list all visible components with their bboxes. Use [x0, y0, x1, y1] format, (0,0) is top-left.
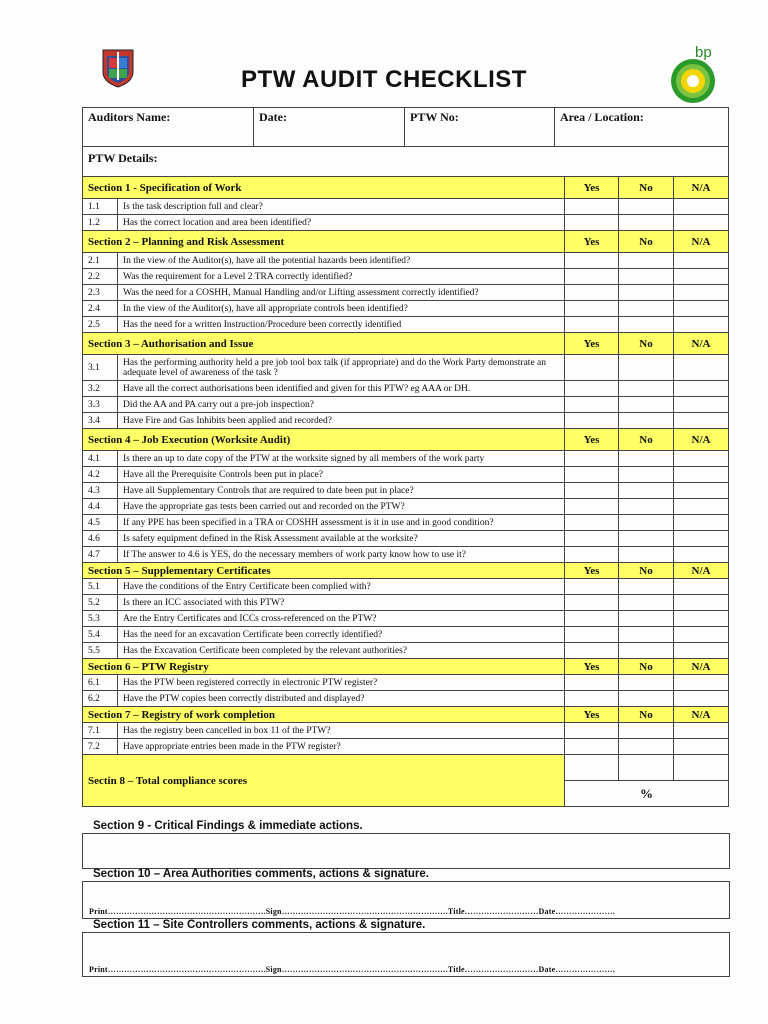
na-checkbox-cell[interactable]	[674, 355, 729, 381]
checklist-item-row	[83, 253, 729, 269]
item-question: Is safety equipment defined in the Risk Assessment available at the worksite?	[118, 531, 565, 547]
date-field[interactable]	[254, 108, 405, 147]
date-label: Date:	[259, 110, 287, 124]
no-column-header: No	[619, 659, 674, 675]
yes-checkbox-cell[interactable]	[565, 215, 619, 231]
section-header-row	[83, 659, 729, 675]
yes-column-header: Yes	[565, 707, 619, 723]
item-question: If The answer to 4.6 is YES, do the necessary members of work party know how to use it?	[118, 547, 565, 563]
item-question: Is there an up to date copy of the PTW at the worksite signed by all members of the work party	[118, 451, 565, 467]
auditors-name-field[interactable]	[83, 108, 254, 147]
yes-column-header: Yes	[565, 429, 619, 451]
checklist-item-row	[83, 285, 729, 301]
yes-checkbox-cell[interactable]	[565, 627, 619, 643]
na-checkbox-cell[interactable]	[674, 547, 729, 563]
area-location-field[interactable]	[555, 108, 729, 147]
item-question: Have the conditions of the Entry Certificate been complied with?	[118, 579, 565, 595]
compliance-percent-cell[interactable]: %	[565, 781, 729, 807]
yes-checkbox-cell[interactable]	[565, 547, 619, 563]
no-checkbox-cell[interactable]	[619, 253, 674, 269]
checklist-item-row	[83, 611, 729, 627]
yes-checkbox-cell[interactable]	[565, 579, 619, 595]
item-question: In the view of the Auditor(s), have all appropriate controls been identified?	[118, 301, 565, 317]
no-checkbox-cell[interactable]	[619, 355, 674, 381]
no-column-header: No	[619, 429, 674, 451]
yes-checkbox-cell[interactable]	[565, 381, 619, 397]
section-title: Section 4 – Job Execution (Worksite Audit)	[83, 429, 565, 451]
ptw-no-label: PTW No:	[410, 110, 459, 124]
no-checkbox-cell[interactable]	[619, 515, 674, 531]
section-title: Section 2 – Planning and Risk Assessment	[83, 231, 565, 253]
item-number: 1.1	[83, 199, 118, 215]
item-question: Have the PTW copies been correctly distributed and displayed?	[118, 691, 565, 707]
no-checkbox-cell[interactable]	[619, 595, 674, 611]
na-checkbox-cell[interactable]	[674, 643, 729, 659]
no-score-cell[interactable]	[619, 755, 674, 781]
item-question: Have appropriate entries been made in the PTW register?	[118, 739, 565, 755]
no-column-header: No	[619, 707, 674, 723]
section-header-row	[83, 707, 729, 723]
section-title: Section 5 – Supplementary Certificates	[83, 563, 565, 579]
item-number: 6.1	[83, 675, 118, 691]
no-checkbox-cell[interactable]	[619, 317, 674, 333]
yes-column-header: Yes	[565, 177, 619, 199]
item-question: Has the need for a written Instruction/Procedure been correctly identified	[118, 317, 565, 333]
yes-checkbox-cell[interactable]	[565, 301, 619, 317]
checklist-item-row	[83, 215, 729, 231]
na-checkbox-cell[interactable]	[674, 253, 729, 269]
item-number: 4.3	[83, 483, 118, 499]
yes-checkbox-cell[interactable]	[565, 355, 619, 381]
na-checkbox-cell[interactable]	[674, 483, 729, 499]
item-question: Have all the Prerequisite Controls been put in place?	[118, 467, 565, 483]
no-checkbox-cell[interactable]	[619, 285, 674, 301]
item-number: 4.7	[83, 547, 118, 563]
bp-brand-text: bp	[695, 44, 712, 61]
no-checkbox-cell[interactable]	[619, 413, 674, 429]
section-8-title: Sectin 8 – Total compliance scores	[83, 755, 565, 807]
auditors-name-label: Auditors Name:	[88, 110, 171, 124]
item-number: 4.1	[83, 451, 118, 467]
checklist-item-row	[83, 739, 729, 755]
item-question: Did the AA and PA carry out a pre-job inspection?	[118, 397, 565, 413]
no-checkbox-cell[interactable]	[619, 611, 674, 627]
no-checkbox-cell[interactable]	[619, 579, 674, 595]
item-question: Has the Excavation Certificate been completed by the relevant authorities?	[118, 643, 565, 659]
area-location-label: Area / Location:	[560, 110, 644, 124]
no-checkbox-cell[interactable]	[619, 499, 674, 515]
item-question: Has the performing authority held a pre job tool box talk (if appropriate) and do the Work Party demonstrate an adequate level of awareness of the task ?	[118, 355, 565, 381]
ptw-details-label: PTW Details:	[88, 151, 158, 165]
section-title: Section 6 – PTW Registry	[83, 659, 565, 675]
yes-checkbox-cell[interactable]	[565, 675, 619, 691]
checklist-item-row	[83, 301, 729, 317]
na-score-cell[interactable]	[674, 755, 729, 781]
item-question: Have Fire and Gas Inhibits been applied and recorded?	[118, 413, 565, 429]
na-checkbox-cell[interactable]	[674, 611, 729, 627]
section-header-row	[83, 231, 729, 253]
yes-checkbox-cell[interactable]	[565, 413, 619, 429]
yes-checkbox-cell[interactable]	[565, 499, 619, 515]
no-checkbox-cell[interactable]	[619, 691, 674, 707]
item-question: Have all the correct authorisations been identified and given for this PTW? eg AAA or DH.	[118, 381, 565, 397]
section-title: Section 7 – Registry of work completion	[83, 707, 565, 723]
na-column-header: N/A	[674, 563, 729, 579]
na-checkbox-cell[interactable]	[674, 269, 729, 285]
na-column-header: N/A	[674, 429, 729, 451]
item-number: 5.3	[83, 611, 118, 627]
no-checkbox-cell[interactable]	[619, 215, 674, 231]
item-question: In the view of the Auditor(s), have all the potential hazards been identified?	[118, 253, 565, 269]
no-checkbox-cell[interactable]	[619, 301, 674, 317]
na-checkbox-cell[interactable]	[674, 413, 729, 429]
section-11-signature-line: Print………………………………………………….Sign…………………………………………………….Title………………………Date………………….	[89, 965, 615, 974]
section-10-box[interactable]	[82, 881, 730, 919]
no-checkbox-cell[interactable]	[619, 397, 674, 413]
na-checkbox-cell[interactable]	[674, 215, 729, 231]
no-checkbox-cell[interactable]	[619, 483, 674, 499]
yes-checkbox-cell[interactable]	[565, 285, 619, 301]
yes-checkbox-cell[interactable]	[565, 317, 619, 333]
section-11-box[interactable]	[82, 932, 730, 977]
no-checkbox-cell[interactable]	[619, 199, 674, 215]
na-checkbox-cell[interactable]	[674, 723, 729, 739]
checklist-item-row	[83, 355, 729, 381]
no-column-header: No	[619, 177, 674, 199]
section-10-title: Section 10 – Area Authorities comments, actions & signature.	[93, 868, 429, 880]
yes-checkbox-cell[interactable]	[565, 611, 619, 627]
yes-checkbox-cell[interactable]	[565, 595, 619, 611]
na-checkbox-cell[interactable]	[674, 515, 729, 531]
section-title: Section 3 – Authorisation and Issue	[83, 333, 565, 355]
na-checkbox-cell[interactable]	[674, 397, 729, 413]
checklist-item-row	[83, 451, 729, 467]
yes-checkbox-cell[interactable]	[565, 739, 619, 755]
na-checkbox-cell[interactable]	[674, 627, 729, 643]
no-checkbox-cell[interactable]	[619, 627, 674, 643]
na-column-header: N/A	[674, 231, 729, 253]
yes-column-header: Yes	[565, 563, 619, 579]
section-10-signature-line: Print………………………………………………….Sign…………………………………………………….Title………………………Date………………….	[89, 907, 615, 916]
no-checkbox-cell[interactable]	[619, 381, 674, 397]
item-question: Has the need for an excavation Certificate been correctly identified?	[118, 627, 565, 643]
na-checkbox-cell[interactable]	[674, 451, 729, 467]
item-question: Are the Entry Certificates and ICCs cross-referenced on the PTW?	[118, 611, 565, 627]
item-number: 4.6	[83, 531, 118, 547]
yes-checkbox-cell[interactable]	[565, 691, 619, 707]
item-number: 2.2	[83, 269, 118, 285]
item-question: Have all Supplementary Controls that are required to date been put in place?	[118, 483, 565, 499]
item-number: 4.2	[83, 467, 118, 483]
section-9-box[interactable]	[82, 833, 730, 869]
yes-checkbox-cell[interactable]	[565, 269, 619, 285]
yes-checkbox-cell[interactable]	[565, 531, 619, 547]
na-column-header: N/A	[674, 177, 729, 199]
item-number: 2.3	[83, 285, 118, 301]
section-title: Section 1 - Specification of Work	[83, 177, 565, 199]
no-column-header: No	[619, 333, 674, 355]
yes-checkbox-cell[interactable]	[565, 397, 619, 413]
item-number: 5.2	[83, 595, 118, 611]
item-number: 4.5	[83, 515, 118, 531]
yes-column-header: Yes	[565, 231, 619, 253]
section-11-title: Section 11 – Site Controllers comments, actions & signature.	[93, 919, 426, 931]
checklist-item-row	[83, 317, 729, 333]
section-header-row	[83, 429, 729, 451]
checklist-item-row	[83, 579, 729, 595]
checklist-item-row	[83, 723, 729, 739]
no-checkbox-cell[interactable]	[619, 467, 674, 483]
na-checkbox-cell[interactable]	[674, 739, 729, 755]
item-question: Has the registry been cancelled in box 11 of the PTW?	[118, 723, 565, 739]
checklist-table	[82, 176, 729, 807]
yes-checkbox-cell[interactable]	[565, 483, 619, 499]
item-number: 5.4	[83, 627, 118, 643]
yes-checkbox-cell[interactable]	[565, 467, 619, 483]
yes-checkbox-cell[interactable]	[565, 515, 619, 531]
checklist-item-row	[83, 381, 729, 397]
item-number: 4.4	[83, 499, 118, 515]
checklist-item-row	[83, 467, 729, 483]
na-checkbox-cell[interactable]	[674, 199, 729, 215]
na-column-header: N/A	[674, 707, 729, 723]
item-number: 1.2	[83, 215, 118, 231]
ptw-details-field[interactable]	[83, 147, 729, 177]
checklist-item-row	[83, 515, 729, 531]
item-number: 2.1	[83, 253, 118, 269]
item-number: 7.1	[83, 723, 118, 739]
no-checkbox-cell[interactable]	[619, 739, 674, 755]
no-checkbox-cell[interactable]	[619, 531, 674, 547]
no-checkbox-cell[interactable]	[619, 547, 674, 563]
checklist-item-row	[83, 397, 729, 413]
item-number: 5.5	[83, 643, 118, 659]
item-number: 3.2	[83, 381, 118, 397]
item-question: Is there an ICC associated with this PTW?	[118, 595, 565, 611]
no-column-header: No	[619, 563, 674, 579]
item-question: Has the PTW been registered correctly in electronic PTW register?	[118, 675, 565, 691]
header-table	[82, 107, 729, 177]
checklist-item-row	[83, 199, 729, 215]
item-question: Have the appropriate gas tests been carried out and recorded on the PTW?	[118, 499, 565, 515]
na-column-header: N/A	[674, 333, 729, 355]
yes-checkbox-cell[interactable]	[565, 253, 619, 269]
item-question: Has the correct location and area been identified?	[118, 215, 565, 231]
item-number: 2.4	[83, 301, 118, 317]
item-number: 5.1	[83, 579, 118, 595]
checklist-item-row	[83, 531, 729, 547]
yes-checkbox-cell[interactable]	[565, 723, 619, 739]
yes-score-cell[interactable]	[565, 755, 619, 781]
item-number: 2.5	[83, 317, 118, 333]
yes-checkbox-cell[interactable]	[565, 643, 619, 659]
na-checkbox-cell[interactable]	[674, 675, 729, 691]
section-header-row	[83, 177, 729, 199]
yes-column-header: Yes	[565, 333, 619, 355]
no-checkbox-cell[interactable]	[619, 643, 674, 659]
ptw-no-field[interactable]	[405, 108, 555, 147]
item-question: Was the need for a COSHH, Manual Handling and/or Lifting assessment correctly identified?	[118, 285, 565, 301]
section-header-row	[83, 333, 729, 355]
item-number: 3.3	[83, 397, 118, 413]
na-checkbox-cell[interactable]	[674, 579, 729, 595]
checklist-item-row	[83, 595, 729, 611]
section-8-row	[83, 755, 729, 781]
item-number: 7.2	[83, 739, 118, 755]
na-checkbox-cell[interactable]	[674, 301, 729, 317]
na-checkbox-cell[interactable]	[674, 499, 729, 515]
item-question: If any PPE has been specified in a TRA or COSHH assessment is it in use and in good condition?	[118, 515, 565, 531]
no-column-header: No	[619, 231, 674, 253]
no-checkbox-cell[interactable]	[619, 675, 674, 691]
checklist-item-row	[83, 483, 729, 499]
na-checkbox-cell[interactable]	[674, 531, 729, 547]
section-9-title: Section 9 - Critical Findings & immediate actions.	[93, 820, 363, 832]
item-number: 3.4	[83, 413, 118, 429]
checklist-item-row	[83, 269, 729, 285]
checklist-item-row	[83, 691, 729, 707]
checklist-item-row	[83, 547, 729, 563]
checklist-item-row	[83, 675, 729, 691]
checklist-item-row	[83, 499, 729, 515]
item-question: Is the task description full and clear?	[118, 199, 565, 215]
no-checkbox-cell[interactable]	[619, 451, 674, 467]
item-number: 3.1	[83, 355, 118, 381]
na-column-header: N/A	[674, 659, 729, 675]
yes-checkbox-cell[interactable]	[565, 199, 619, 215]
item-number: 6.2	[83, 691, 118, 707]
no-checkbox-cell[interactable]	[619, 723, 674, 739]
na-checkbox-cell[interactable]	[674, 317, 729, 333]
page-title: PTW AUDIT CHECKLIST	[241, 66, 527, 93]
na-checkbox-cell[interactable]	[674, 467, 729, 483]
section-header-row	[83, 563, 729, 579]
na-checkbox-cell[interactable]	[674, 691, 729, 707]
yes-checkbox-cell[interactable]	[565, 451, 619, 467]
no-checkbox-cell[interactable]	[619, 269, 674, 285]
na-checkbox-cell[interactable]	[674, 285, 729, 301]
checklist-item-row	[83, 413, 729, 429]
item-question: Was the requirement for a Level 2 TRA correctly identified?	[118, 269, 565, 285]
na-checkbox-cell[interactable]	[674, 595, 729, 611]
checklist-item-row	[83, 643, 729, 659]
na-checkbox-cell[interactable]	[674, 381, 729, 397]
yes-column-header: Yes	[565, 659, 619, 675]
checklist-item-row	[83, 627, 729, 643]
